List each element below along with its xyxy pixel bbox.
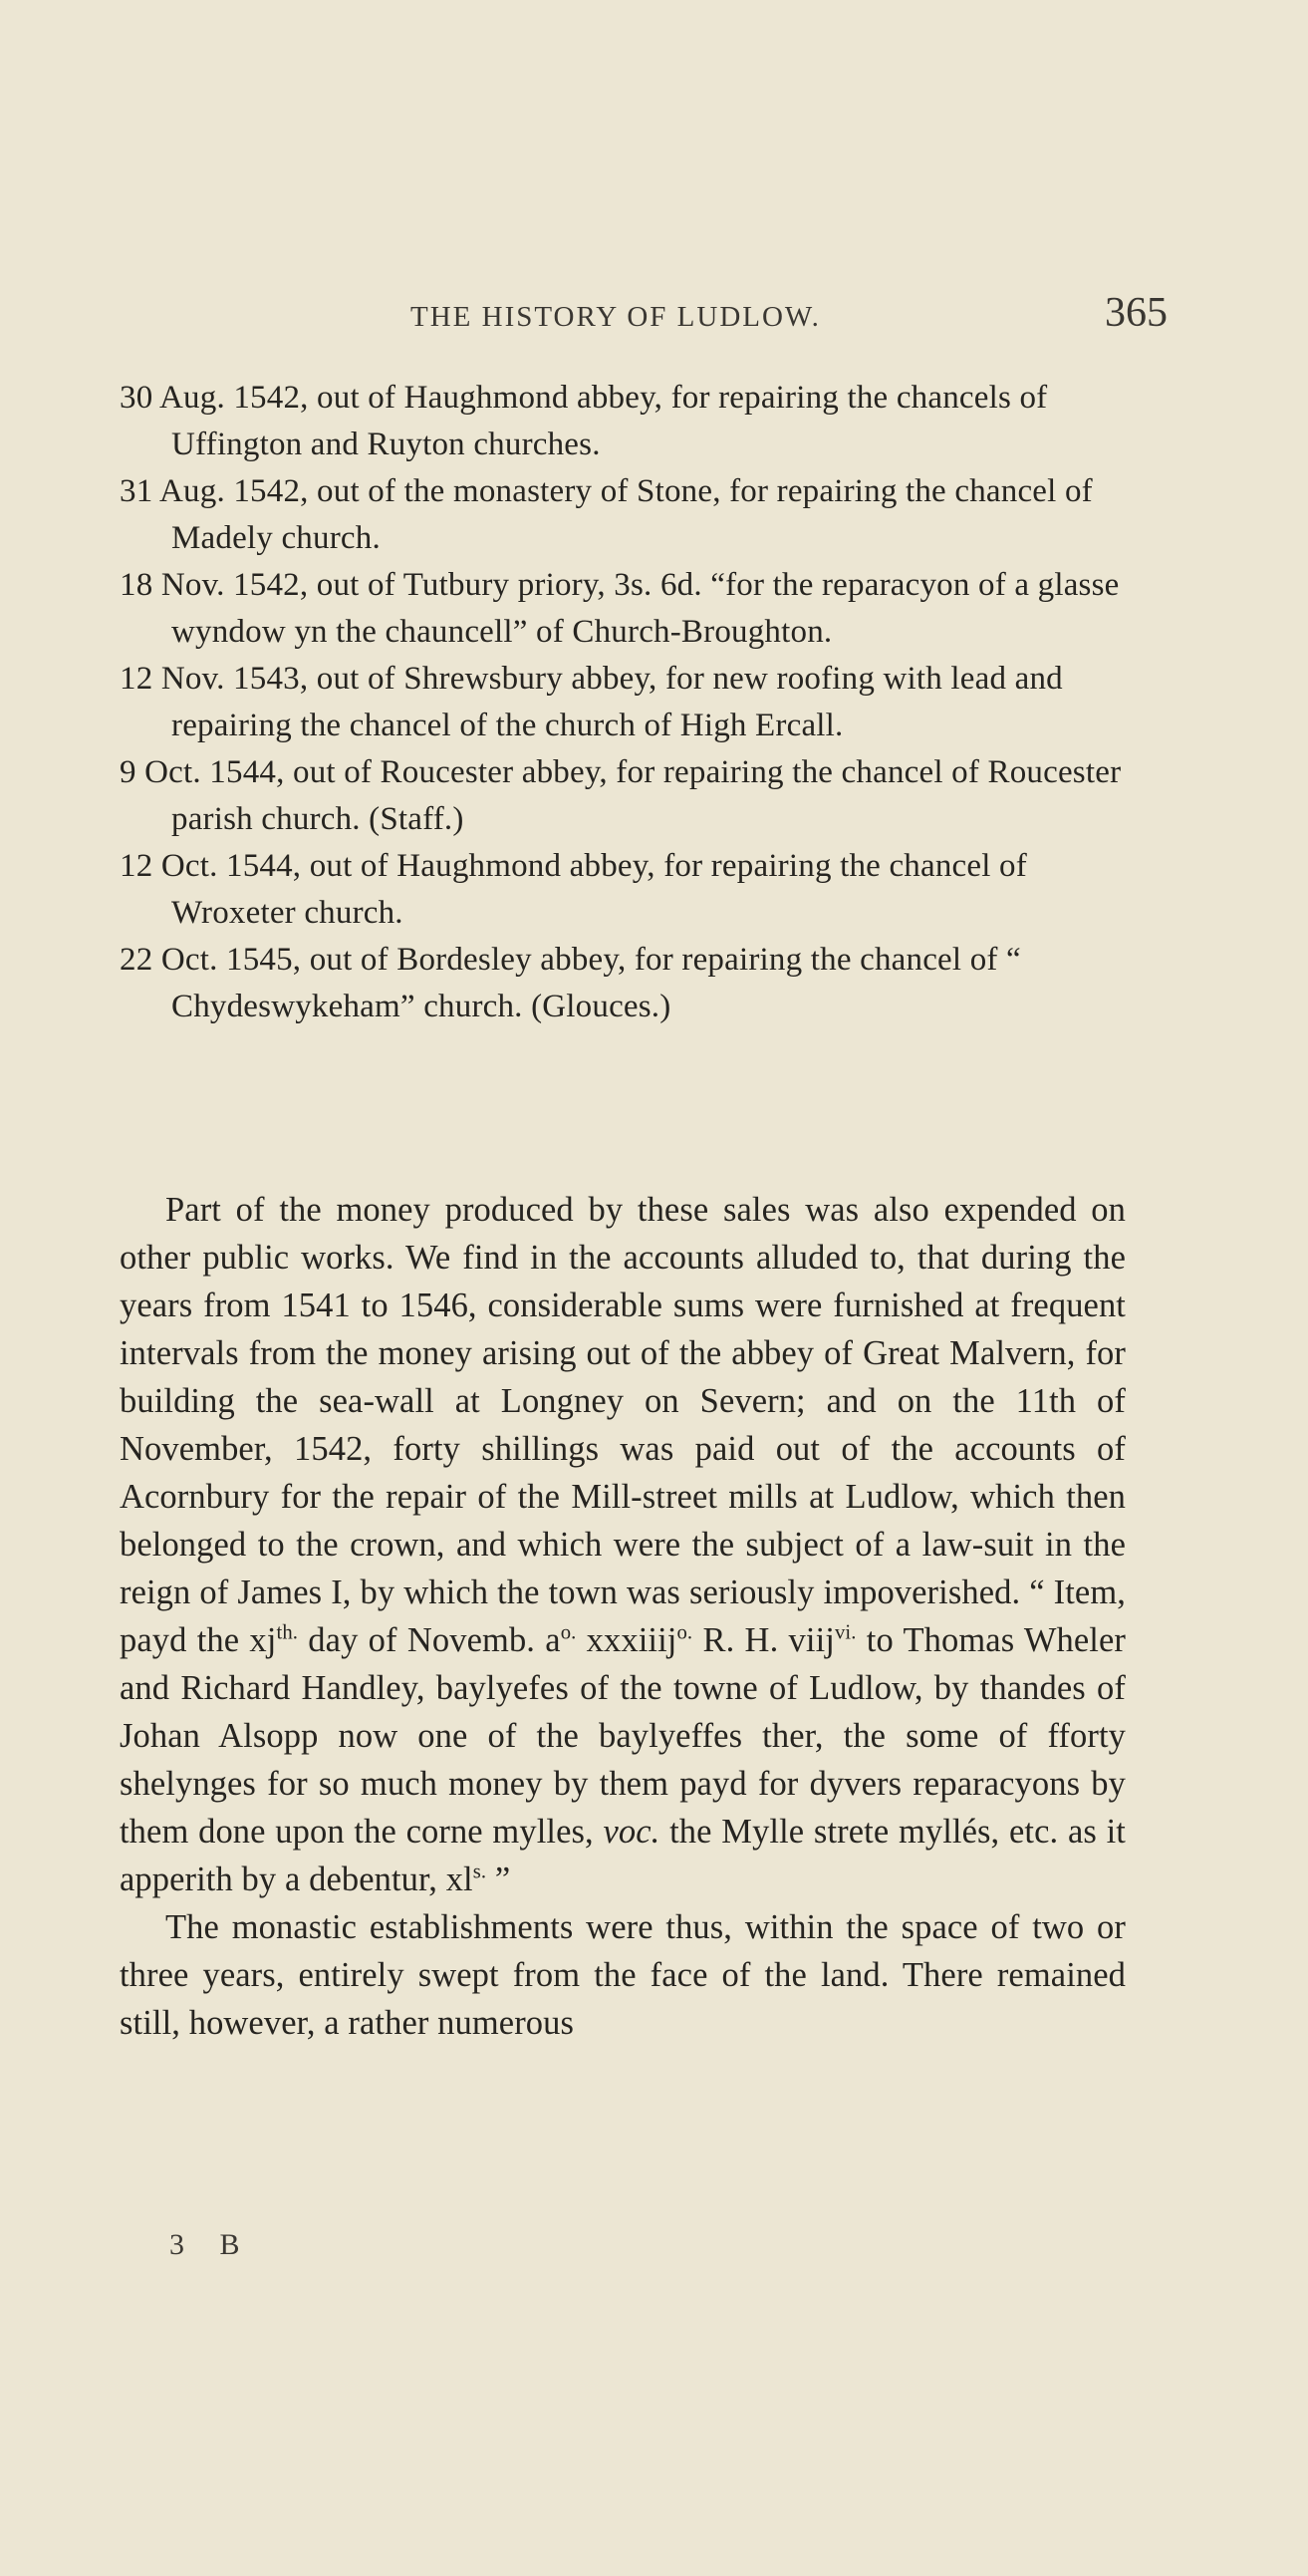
- paragraph-text: the Mylle strete myllés, etc. as it apperith by a debentur, xl: [120, 1813, 1126, 1898]
- entry: 18 Nov. 1542, out of Tutbury priory, 3s. 6d. “for the reparacyon of a glasse wyndow yn the chauncell” of Church-Broughton.: [120, 567, 1120, 650]
- paragraph: [120, 1186, 1126, 1903]
- paragraph-text: R. H. viij: [692, 1621, 835, 1659]
- signature-mark: 3 B: [169, 2228, 254, 2261]
- paragraph-text: day of Novemb. a: [298, 1621, 561, 1659]
- entries-list: [120, 375, 1126, 1030]
- running-head: THE HISTORY OF LUDLOW.: [410, 301, 821, 333]
- paragraph-text: Part of the money produced by these sales was also expended on other public works. We find in the accounts alluded to, that during the years from 1541 to 1546, considerable sums were furnished at frequent intervals from the money arising out of the abbey of Great Malvern, for building the sea-wall at Longney on Severn; and on the 11th of November, 1542, forty shillings was paid out of the accounts of Acornbury for the repair of the Mill-street mills at Ludlow, which then belonged to the crown, and which were the subject of a law-suit in the reign of James I, by which the town was seriously impoverished. “ Item, payd the xj: [120, 1191, 1126, 1659]
- superscript: s.: [472, 1860, 487, 1883]
- paragraph: The monastic establishments were thus, within the space of two or three years, entirely swept from the face of the land. There remained still, however, a rather numerous: [120, 1908, 1126, 2042]
- paragraph-text: xxxiiij: [576, 1621, 677, 1659]
- page-number: 365: [1105, 290, 1168, 336]
- superscript: th.: [276, 1621, 299, 1644]
- paragraph-text: ”: [486, 1860, 511, 1898]
- entry: 30 Aug. 1542, out of Haughmond abbey, for repairing the chancels of Uffington and Ruyton churches.: [120, 380, 1048, 462]
- entry: 31 Aug. 1542, out of the monastery of Stone, for repairing the chancel of Madely church.: [120, 473, 1093, 556]
- entry: 12 Nov. 1543, out of Shrewsbury abbey, for new roofing with lead and repairing the chancel of the church of High Ercall.: [120, 661, 1063, 743]
- entry: 22 Oct. 1545, out of Bordesley abbey, for repairing the chancel of “ Chydeswykeham” church. (Glouces.): [120, 942, 1021, 1024]
- superscript: o.: [560, 1621, 577, 1644]
- body-text: [120, 1186, 1126, 2047]
- italic-text: voc.: [603, 1813, 660, 1851]
- entry: 9 Oct. 1544, out of Roucester abbey, for repairing the chancel of Roucester parish church. (Staff.): [120, 754, 1122, 837]
- superscript: o.: [676, 1621, 693, 1644]
- paragraph-text: to Thomas Wheler and Richard Handley, baylyefes of the towne of Ludlow, by thandes of Johan Alsopp now one of the baylyeffes ther, the some of fforty shelynges for so much money by them payd for dyvers reparacyons by them done upon the corne mylles,: [120, 1621, 1126, 1851]
- page-header: [410, 289, 1168, 349]
- superscript: vi.: [834, 1621, 857, 1644]
- entry: 12 Oct. 1544, out of Haughmond abbey, for repairing the chancel of Wroxeter church.: [120, 848, 1027, 931]
